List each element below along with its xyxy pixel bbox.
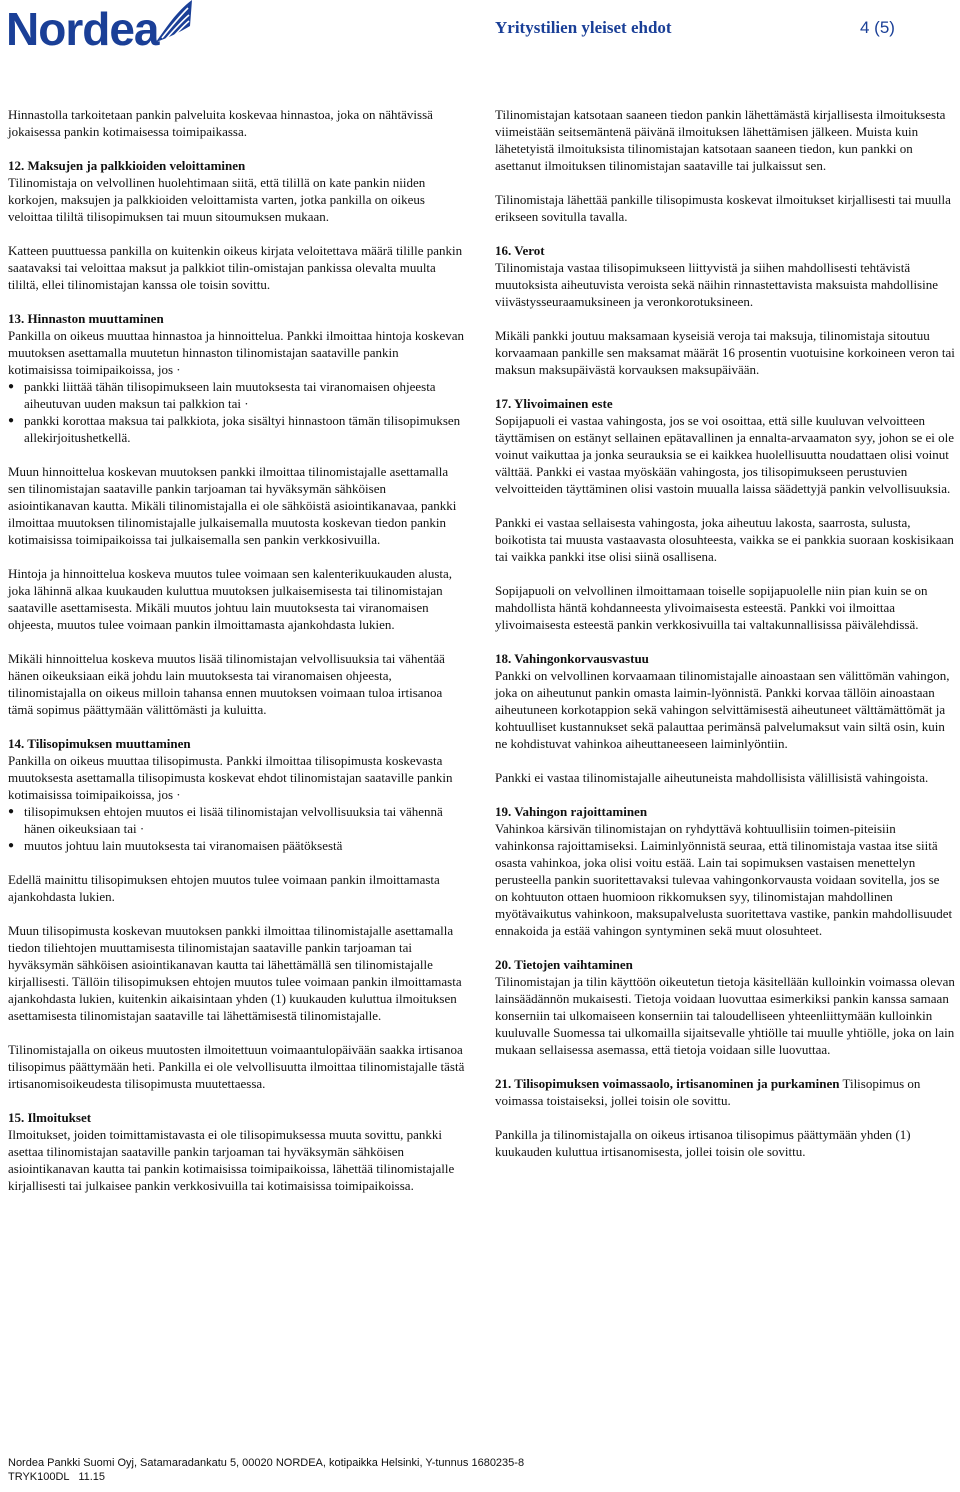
- section-13-title: 13. Hinnaston muuttaminen: [8, 311, 164, 326]
- company-info: Nordea Pankki Suomi Oyj, Satamaradankatu 5, 00020 NORDEA, kotipaikka Helsinki, Y-tunnus 1680235-8: [8, 1457, 525, 1469]
- section-13-paragraph-4: Mikäli hinnoittelua koskeva muutos lisää tilinomistajan velvollisuuksia tai vähentää hänen oikeuksiaan eikä johdu lain muutoksesta tai viranomaisen ohjeesta, tilinomistajalla on oikeus milloin tahansa ennen muutoksen voimaan tuloa irtisanoa tämä sopimus päättymään välittömästi ja kuluitta.: [8, 651, 445, 717]
- page-header: [0, 0, 960, 62]
- section-14-title: 14. Tilisopimuksen muuttaminen: [8, 736, 191, 751]
- form-code: TRYK100DL 11.15: [8, 1471, 106, 1483]
- intro-paragraph: Hinnastolla tarkoitetaan pankin palveluita koskevaa hinnastoa, joka on nähtävissä jokaisessa pankin kotimaisessa toimipaikassa.: [8, 107, 433, 139]
- section-13-bullet-list: [8, 378, 466, 446]
- section-12-paragraph-1: Tilinomistaja on velvollinen huolehtimaan siitä, että tilillä on kate pankin niiden korkojen, maksujen ja palkkioiden veloittamista varten, jotka pankilla on oikeus veloittaa tililtä tilisopimuksen tai muun sitoumuksen mukaan.: [8, 175, 426, 224]
- section-20-title: 20. Tietojen vaihtaminen: [495, 957, 633, 972]
- section-15-title: 15. Ilmoitukset: [8, 1110, 92, 1125]
- section-21-text: Tilisopimus on voimassa toistaiseksi, jollei toisin ole sovittu.: [495, 1076, 921, 1108]
- section-20-paragraph-1: Tilinomistajan ja tilin käyttöön oikeutetun tietoja käsitellään kulloinkin voimassa olevan lainsäädännön mukaisesti. Tietoja voidaan luovuttaa esimerkiksi pankin kanssa samaan konserniin tai ulkomaiseen konserniin tai taloudelliseen yhteenliittymään kulloinkin kuuluvalle Suomessa tai ulkomailla sijaitsevalle yhtiölle tai muulle yhtiölle, joka on lain mukaan sellaisessa asemassa, että tietoja voidaan sille luovuttaa.: [495, 974, 955, 1057]
- section-15-paragraph-1: Ilmoitukset, joiden toimittamistavasta ei ole tilisopimuksessa muuta sovittu, pankki asettaa tilinomistajan saataville pankin tarjoaman tai hyväksymän sähköisen asiointikanavan kautta tai pankin kotimaisissa toimipaikoissa, lähettää tilinomistajalle kirjallisesti tai julkaisee pankin verkkosivuilla tai kotimaisissa toimipaikoissa.: [8, 1127, 455, 1193]
- section-17-paragraph-3: Sopijapuoli on velvollinen ilmoittamaan toiselle sopijapuolelle niin pian kuin se on mahdollista häntä kohdanneesta ylivoimaisesta esteestä. Pankki voi ilmoittaa ylivoimaisesta esteestä pankin verkkosivuilla tai valtakunnallisissa päivälehdissä.: [495, 583, 928, 632]
- section-14-bullet-list: [8, 803, 466, 854]
- section-14-paragraph-1: Pankilla on oikeus muuttaa tilisopimusta. Pankki ilmoittaa tilisopimusta koskevasta muutoksesta asettamalla tilisopimusta koskevat ehdot tilinomistajan saataville pankin kotimaisissa toimipaikoissa, jos ·: [8, 753, 453, 802]
- document-title: Yritystilien yleiset ehdot: [495, 18, 672, 37]
- section-16-title: 16. Verot: [495, 243, 545, 258]
- right-column: [495, 106, 955, 1177]
- section-21-paragraph-2: Pankilla ja tilinomistajalla on oikeus irtisanoa tilisopimus päättymään yhden (1) kuukauden kuluttua irtisanomisesta, jollei toisin ole sovittu.: [495, 1127, 911, 1159]
- section-13-paragraph-1: Pankilla on oikeus muuttaa hinnastoa ja hinnoittelua. Pankki ilmoittaa hintoja koskevan muutoksen asettamalla muutetun hinnaston tilinomistajan saataville pankin kotimaisissa toimipaikoissa, jos ·: [8, 328, 465, 377]
- section-16-paragraph-1: Tilinomistaja vastaa tilisopimukseen liittyvistä ja siihen mahdollisesti tehtävistä muutoksista aiheutuvista veroista sekä näihin rinnastettavista maksuista mahdollisine viivästysseuraamuksineen ja veronkorotuksineen.: [495, 260, 938, 309]
- section-18-paragraph-2: Pankki ei vastaa tilinomistajalle aiheutuneista mahdollisista välillisistä vahingoista.: [495, 770, 929, 785]
- notice-paragraph-1: Tilinomistajan katsotaan saaneen tiedon pankin lähettämästä kirjallisesta ilmoituksesta viimeistään seitsemäntenä päivänä ilmoituksen lähettämisen jälkeen. Muista kuin lähetetyistä ilmoituksista tilinomistajan katsotaan saaneen tiedon, kun pankki on asettanut ilmoituksen tilinomistajan saataville tai julkaissut sen.: [495, 107, 946, 173]
- left-column: [8, 106, 466, 1211]
- section-19-title: 19. Vahingon rajoittaminen: [495, 804, 648, 819]
- section-14-paragraph-3: Muun tilisopimusta koskevan muutoksen pankki ilmoittaa tilinomistajalle asettamalla tiedon tiliehtojen muuttamisesta tilinomistajan saataville pankin tarjoaman tai hyväksymän sähköisen asiointikanavan kautta tai lähettämällä sen tilinomistajalle kirjallisesti. Tällöin tilisopimuksen ehtojen muutos tulee voimaan pankin ilmoittamasta ajankohdasta lukien, kuitenkin aikaisintaan yhden (1) kuukauden kuluttua ilmoituksen asettamisesta tilinomistajan saataville tai lähettämisestä tilinomistajalle.: [8, 923, 462, 1023]
- section-12-paragraph-2: Katteen puuttuessa pankilla on kuitenkin oikeus kirjata veloitettava määrä tilille pankin saatavaksi tai veloittaa maksut ja palkkiot tilin-omistajan pankissa olevalta muulta tililtä, ellei tilinomistajan kanssa ole toisin sovittu.: [8, 243, 463, 292]
- list-item: ● pankki liittää tähän tilisopimukseen lain muutoksesta tai viranomaisen ohjeesta aiheutuvan uuden maksun tai palkkion tai ·: [8, 378, 466, 412]
- section-16-paragraph-2: Mikäli pankki joutuu maksamaan kyseisiä veroja tai maksuja, tilinomistaja sitoutuu korvaamaan pankille sen maksamat määrät 16 prosentin vuotuisine korkoineen veron tai maksun maksupäivästä korvauksen maksupäivään.: [495, 328, 955, 377]
- section-17-paragraph-2: Pankki ei vastaa sellaisesta vahingosta, joka aiheutuu lakosta, saarrosta, sulusta, boikotista tai muusta vastaavasta olosuhteesta, vaikka se ei pankkia suoraan koskisikaan tai vaikka pankki itse olisi siinä osallisena.: [495, 515, 954, 564]
- notice-paragraph-2: Tilinomistaja lähettää pankille tilisopimusta koskevat ilmoitukset kirjallisesti tai muulla erikseen sovitulla tavalla.: [495, 192, 951, 224]
- section-18-paragraph-1: Pankki on velvollinen korvaamaan tilinomistajalle ainoastaan sen välittömän vahingon, joka on aiheutunut pankin omasta laimin-lyönnistä. Pankki korvaa tällöin ainoastaan aiheutuneen korkotappion sekä vahingon selvittämisestä aiheutuneet välttämättömät ja kohtuulliset kustannukset sekä palauttaa perimänsä palvelumaksut vain siltä osin, kuin ne kohdistuvat vahinkoa aiheuttaneeseen laiminlyöntiin.: [495, 668, 950, 751]
- list-item: ● tilisopimuksen ehtojen muutos ei lisää tilinomistajan velvollisuuksia tai vähennä hänen oikeuksiaan tai ·: [8, 803, 466, 837]
- page-number: 4 (5): [860, 18, 895, 37]
- sail-icon: [154, 0, 194, 44]
- list-item: ● pankki korottaa maksua tai palkkiota, joka sisältyi hinnastoon tämän tilisopimuksen allekirjoitushetkellä.: [8, 412, 466, 446]
- section-21-paragraph-1: [495, 1075, 955, 1109]
- nordea-logo: [6, 2, 194, 55]
- section-14-paragraph-2: Edellä mainittu tilisopimuksen ehtojen muutos tulee voimaan pankin ilmoittamasta ajankohdasta lukien.: [8, 872, 440, 904]
- brand-name: Nordea: [6, 3, 159, 55]
- section-19-paragraph-1: Vahinkoa kärsivän tilinomistajan on ryhdyttävä kohtuullisiin toimen-piteisiin vahinkonsa rajoittamiseksi. Laiminlyönnistä seuraa, että tilinomistaja vastaa itse siitä osasta vahinkoa, joka olisi voitu estää. Lain tai sopimuksen vastaisen menettelyn perusteella pankin suoritettavaksi tulevaa vahingonkorvausta voidaan sovitella, jos se on kohtuuton ottaen huomioon rikkomuksen syy, tilinomistajan mahdollinen myötävaikutus vahinkoon, maksupalvelusta suoritettava vastike, pankin mahdollisuudet ennakoida ja estää vahingon syntyminen sekä muut olosuhteet.: [495, 821, 953, 938]
- list-item: ● muutos johtuu lain muutoksesta tai viranomaisen päätöksestä: [8, 837, 466, 854]
- section-17-title: 17. Ylivoimainen este: [495, 396, 613, 411]
- section-18-title: 18. Vahingonkorvausvastuu: [495, 651, 649, 666]
- section-13-paragraph-2: Muun hinnoittelua koskevan muutoksen pankki ilmoittaa tilinomistajalle asettamalla sen tilinomistajan saataville pankin tarjoaman tai hyväksymän sähköisen asiointikanavan kautta. Mikäli tilinomistajalla ei ole sähköistä asiointikanavaa, pankki ilmoittaa muutoksen tilinomistajalle julkaisemalla muutosta koskevan tiedon pankin kotimaisissa toimipaikoissa tai julkaisemalla sen pankin verkkosivuilla.: [8, 464, 457, 547]
- section-14-paragraph-4: Tilinomistajalla on oikeus muutosten ilmoitettuun voimaantulopäivään saakka irtisanoa tilisopimus päättymään heti. Pankilla ei ole velvollisuutta ilmoittaa tilinomistajalle tästä irtisanomisoikeudesta tilisopimusta muutettaessa.: [8, 1042, 465, 1091]
- section-12-title: 12. Maksujen ja palkkioiden veloittaminen: [8, 158, 246, 173]
- section-13-paragraph-3: Hintoja ja hinnoittelua koskeva muutos tulee voimaan sen kalenterikuukauden alusta, joka lähinnä alkaa kuukauden kuluttua muutoksen julkaisemisesta tai tilinomistajan saataville asettamisesta. Mikäli muutos johtuu lain muutoksesta tai viranomaisen ohjeesta, muutos tulee voimaan pankin ilmoittamasta ajankohdasta lukien.: [8, 566, 453, 632]
- section-17-paragraph-1: Sopijapuoli ei vastaa vahingosta, jos se voi osoittaa, että sille kuuluvan velvoitteen täyttämisen on estänyt sellainen epätavallinen ja ennalta-arvaamaton syy, johon se ei ole voinut vaikuttaa ja jonka seurauksia se ei kaikkea huolellisuutta noudattaen olisi voinut välttää. Pankki ei vastaa myöskään vahingosta, jos tilisopimukseen perustuvien velvoitteiden täyttäminen olisi vastoin muualla laissa säädettyjä pankin velvollisuuksia.: [495, 413, 955, 496]
- page-footer: [8, 1456, 524, 1484]
- section-21-title: 21. Tilisopimuksen voimassaolo, irtisanominen ja purkaminen: [495, 1076, 840, 1091]
